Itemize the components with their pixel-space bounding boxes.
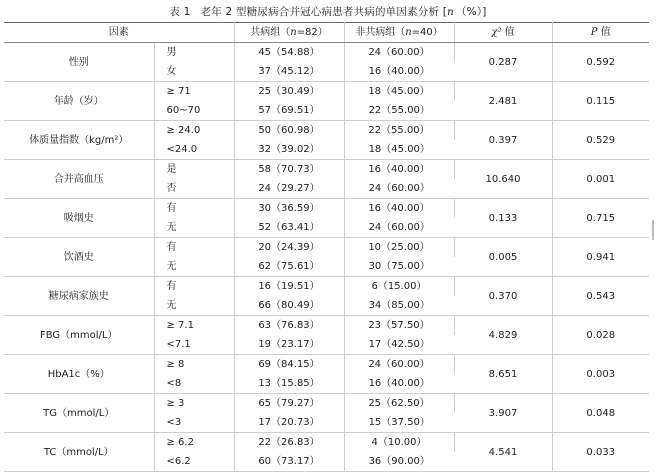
non-comorbid-value-cell: 16（40.00） xyxy=(344,199,454,219)
factor-cell: 饮酒史 xyxy=(4,238,154,277)
factor-cell: FBG（mmol/L） xyxy=(4,316,154,355)
factor-cell: 年龄（岁） xyxy=(4,82,154,121)
table-row xyxy=(4,238,649,258)
table-row xyxy=(4,355,649,375)
non-comorbid-value-cell: 22（55.00） xyxy=(344,121,454,141)
non-comorbid-value-cell: 16（40.00） xyxy=(344,62,454,82)
chi-square-cell: 2.481 xyxy=(454,82,552,121)
subgroup-cell: <7.1 xyxy=(154,335,234,355)
factor-cell: 吸烟史 xyxy=(4,199,154,238)
comorbid-value-cell: 16（19.51） xyxy=(234,277,344,297)
non-comorbid-value-cell: 36（90.00） xyxy=(344,452,454,472)
non-comorbid-value-cell: 10（25.00） xyxy=(344,238,454,258)
title-suffix: （%）] xyxy=(455,6,487,18)
chi-square-cell: 10.640 xyxy=(454,160,552,199)
subgroup-cell: 有 xyxy=(154,238,234,258)
non-comorbid-value-cell: 16（40.00） xyxy=(344,160,454,180)
p-value-cell: 0.003 xyxy=(552,355,649,394)
univariate-analysis-table xyxy=(4,22,649,472)
non-comorbid-value-cell: 15（37.50） xyxy=(344,413,454,433)
comorbid-value-cell: 25（30.49） xyxy=(234,82,344,102)
non-comorbid-value-cell: 24（60.00） xyxy=(344,43,454,63)
table-body xyxy=(4,43,649,472)
comorbid-value-cell: 37（45.12） xyxy=(234,62,344,82)
subgroup-cell: 无 xyxy=(154,218,234,238)
comorbid-value-cell: 24（29.27） xyxy=(234,179,344,199)
comorbid-value-cell: 17（20.73） xyxy=(234,413,344,433)
non-comorbid-value-cell: 16（40.00） xyxy=(344,374,454,394)
table-row xyxy=(4,316,649,336)
header-chi-square: χ² 值 xyxy=(454,23,552,43)
p-value-cell: 0.941 xyxy=(552,238,649,277)
header-factor: 因素 xyxy=(4,23,234,43)
factor-cell: 合并高血压 xyxy=(4,160,154,199)
table-title: 老年 2 型糖尿病合并冠心病患者共病的单因素分析 [ xyxy=(200,6,448,18)
table-row xyxy=(4,199,649,219)
comorbid-value-cell: 66（80.49） xyxy=(234,296,344,316)
subgroup-cell: ≥ 6.2 xyxy=(154,433,234,453)
subgroup-cell: ≥ 8 xyxy=(154,355,234,375)
comorbid-value-cell: 52（63.41） xyxy=(234,218,344,238)
comorbid-value-cell: 19（23.17） xyxy=(234,335,344,355)
header-non-comorbid-group: 非共病组（n=40） xyxy=(344,23,454,43)
p-value-cell: 0.543 xyxy=(552,277,649,316)
comorbid-value-cell: 69（84.15） xyxy=(234,355,344,375)
factor-cell: TC（mmol/L） xyxy=(4,433,154,472)
non-comorbid-value-cell: 24（60.00） xyxy=(344,218,454,238)
non-comorbid-value-cell: 23（57.50） xyxy=(344,316,454,336)
comorbid-value-cell: 57（69.51） xyxy=(234,101,344,121)
chi-square-cell: 4.829 xyxy=(454,316,552,355)
p-value-cell: 0.028 xyxy=(552,316,649,355)
table-row xyxy=(4,160,649,180)
comorbid-value-cell: 62（75.61） xyxy=(234,257,344,277)
subgroup-cell: ≥ 24.0 xyxy=(154,121,234,141)
non-comorbid-value-cell: 22（55.00） xyxy=(344,101,454,121)
p-value-cell: 0.001 xyxy=(552,160,649,199)
table-header-row xyxy=(4,23,649,43)
non-comorbid-value-cell: 18（45.00） xyxy=(344,82,454,102)
subgroup-cell: 是 xyxy=(154,160,234,180)
non-comorbid-value-cell: 24（60.00） xyxy=(344,355,454,375)
p-value-cell: 0.529 xyxy=(552,121,649,160)
table-row xyxy=(4,121,649,141)
comorbid-value-cell: 30（36.59） xyxy=(234,199,344,219)
table-row xyxy=(4,43,649,63)
p-value-cell: 0.715 xyxy=(552,199,649,238)
chi-square-cell: 0.133 xyxy=(454,199,552,238)
subgroup-cell: 否 xyxy=(154,179,234,199)
chi-square-cell: 0.005 xyxy=(454,238,552,277)
scrollbar-thumb[interactable] xyxy=(652,220,654,240)
p-value-cell: 0.048 xyxy=(552,394,649,433)
subgroup-cell: ≥ 71 xyxy=(154,82,234,102)
non-comorbid-value-cell: 30（75.00） xyxy=(344,257,454,277)
subgroup-cell: 无 xyxy=(154,257,234,277)
header-comorbid-group: 共病组（n=82） xyxy=(234,23,344,43)
non-comorbid-value-cell: 25（62.50） xyxy=(344,394,454,414)
header-p-value: P 值 xyxy=(552,23,649,43)
table-row xyxy=(4,394,649,414)
non-comorbid-value-cell: 6（15.00） xyxy=(344,277,454,297)
factor-cell: 性别 xyxy=(4,43,154,82)
non-comorbid-value-cell: 34（85.00） xyxy=(344,296,454,316)
subgroup-cell: 女 xyxy=(154,62,234,82)
chi-square-cell: 8.651 xyxy=(454,355,552,394)
subgroup-cell: 无 xyxy=(154,296,234,316)
table-number: 表 1 xyxy=(169,6,191,18)
subgroup-cell: ≥ 7.1 xyxy=(154,316,234,336)
comorbid-value-cell: 45（54.88） xyxy=(234,43,344,63)
non-comorbid-value-cell: 17（42.50） xyxy=(344,335,454,355)
subgroup-cell: <3 xyxy=(154,413,234,433)
table-row xyxy=(4,82,649,102)
chi-square-cell: 4.541 xyxy=(454,433,552,472)
subgroup-cell: 男 xyxy=(154,43,234,63)
non-comorbid-value-cell: 18（45.00） xyxy=(344,140,454,160)
non-comorbid-value-cell: 24（60.00） xyxy=(344,179,454,199)
comorbid-value-cell: 58（70.73） xyxy=(234,160,344,180)
chi-square-cell: 0.287 xyxy=(454,43,552,82)
comorbid-value-cell: 60（73.17） xyxy=(234,452,344,472)
comorbid-value-cell: 22（26.83） xyxy=(234,433,344,453)
comorbid-value-cell: 50（60.98） xyxy=(234,121,344,141)
comorbid-value-cell: 20（24.39） xyxy=(234,238,344,258)
subgroup-cell: <24.0 xyxy=(154,140,234,160)
subgroup-cell: 有 xyxy=(154,199,234,219)
subgroup-cell: ≥ 3 xyxy=(154,394,234,414)
factor-cell: 糖尿病家族史 xyxy=(4,277,154,316)
factor-cell: TG（mmol/L） xyxy=(4,394,154,433)
comorbid-value-cell: 65（79.27） xyxy=(234,394,344,414)
table-row xyxy=(4,433,649,453)
comorbid-value-cell: 13（15.85） xyxy=(234,374,344,394)
table-row xyxy=(4,277,649,297)
chi-square-cell: 0.397 xyxy=(454,121,552,160)
title-n-symbol: n xyxy=(447,6,454,18)
chi-square-cell: 0.370 xyxy=(454,277,552,316)
subgroup-cell: 有 xyxy=(154,277,234,297)
subgroup-cell: <6.2 xyxy=(154,452,234,472)
p-value-cell: 0.115 xyxy=(552,82,649,121)
p-value-cell: 0.033 xyxy=(552,433,649,472)
subgroup-cell: <8 xyxy=(154,374,234,394)
comorbid-value-cell: 32（39.02） xyxy=(234,140,344,160)
comorbid-value-cell: 63（76.83） xyxy=(234,316,344,336)
subgroup-cell: 60~70 xyxy=(154,101,234,121)
non-comorbid-value-cell: 4（10.00） xyxy=(344,433,454,453)
factor-cell: HbA1c（%） xyxy=(4,355,154,394)
table-caption xyxy=(0,4,656,20)
factor-cell: 体质量指数（kg/m²） xyxy=(4,121,154,160)
chi-square-cell: 3.907 xyxy=(454,394,552,433)
p-value-cell: 0.592 xyxy=(552,43,649,82)
